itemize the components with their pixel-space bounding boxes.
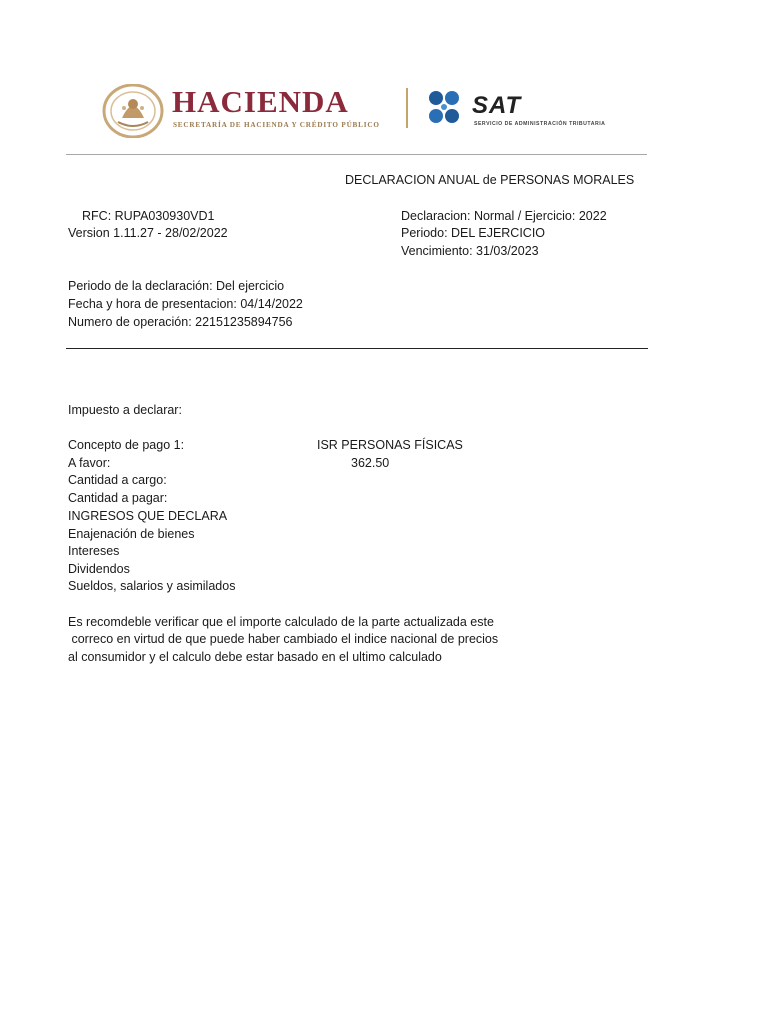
numero-operacion-text: Numero de operación: 22151235894756 bbox=[68, 315, 293, 329]
mexico-coat-of-arms-seal bbox=[102, 84, 164, 138]
header-divider bbox=[66, 154, 647, 155]
cantidad-pagar-label: Cantidad a pagar: bbox=[68, 491, 168, 505]
periodo-declaracion-text: Periodo de la declaración: Del ejercicio bbox=[68, 279, 285, 293]
sat-logo-subtitle: SERVICIO DE ADMINISTRACIÓN TRIBUTARIA bbox=[474, 121, 606, 127]
rfc-text: RFC: RUPA030930VD1 bbox=[82, 209, 215, 223]
section-divider bbox=[66, 348, 648, 349]
logo-divider bbox=[406, 88, 408, 128]
ingresos-heading: INGRESOS QUE DECLARA bbox=[68, 509, 228, 523]
concepto-value: ISR PERSONAS FÍSICAS bbox=[317, 438, 463, 452]
sat-logo-text: SAT bbox=[472, 92, 522, 119]
note-line: al consumidor y el calculo debe estar basado en el ultimo calculado bbox=[68, 650, 442, 664]
note-line: Es recomdeble verificar que el importe calculado de la parte actualizada este bbox=[68, 615, 494, 629]
fecha-presentacion-text: Fecha y hora de presentacion: 04/14/2022 bbox=[68, 297, 303, 311]
enajenacion-label: Enajenación de bienes bbox=[68, 527, 195, 541]
sueldos-label: Sueldos, salarios y asimilados bbox=[68, 579, 236, 593]
version-text: Version 1.11.27 - 28/02/2022 bbox=[68, 226, 228, 240]
sat-logo-dots-icon bbox=[428, 90, 468, 126]
intereses-label: Intereses bbox=[68, 544, 120, 558]
periodo-text: Periodo: DEL EJERCICIO bbox=[401, 226, 546, 240]
favor-value: 362.50 bbox=[351, 456, 390, 470]
declaracion-text: Declaracion: Normal / Ejercicio: 2022 bbox=[401, 209, 607, 223]
vencimiento-text: Vencimiento: 31/03/2023 bbox=[401, 244, 539, 258]
hacienda-logo-text: HACIENDA bbox=[172, 84, 349, 119]
note-line: correco en virtud de que puede haber cambiado el indice nacional de precios bbox=[68, 632, 499, 646]
favor-label: A favor: bbox=[68, 456, 111, 470]
hacienda-logo-subtitle: SECRETARÍA DE HACIENDA Y CRÉDITO PÚBLICO bbox=[173, 121, 380, 129]
dividendos-label: Dividendos bbox=[68, 562, 130, 576]
impuesto-heading: Impuesto a declarar: bbox=[68, 403, 182, 417]
cantidad-cargo-label: Cantidad a cargo: bbox=[68, 473, 167, 487]
concepto-label: Concepto de pago 1: bbox=[68, 438, 185, 452]
document-title: DECLARACION ANUAL de PERSONAS MORALES bbox=[345, 173, 635, 187]
